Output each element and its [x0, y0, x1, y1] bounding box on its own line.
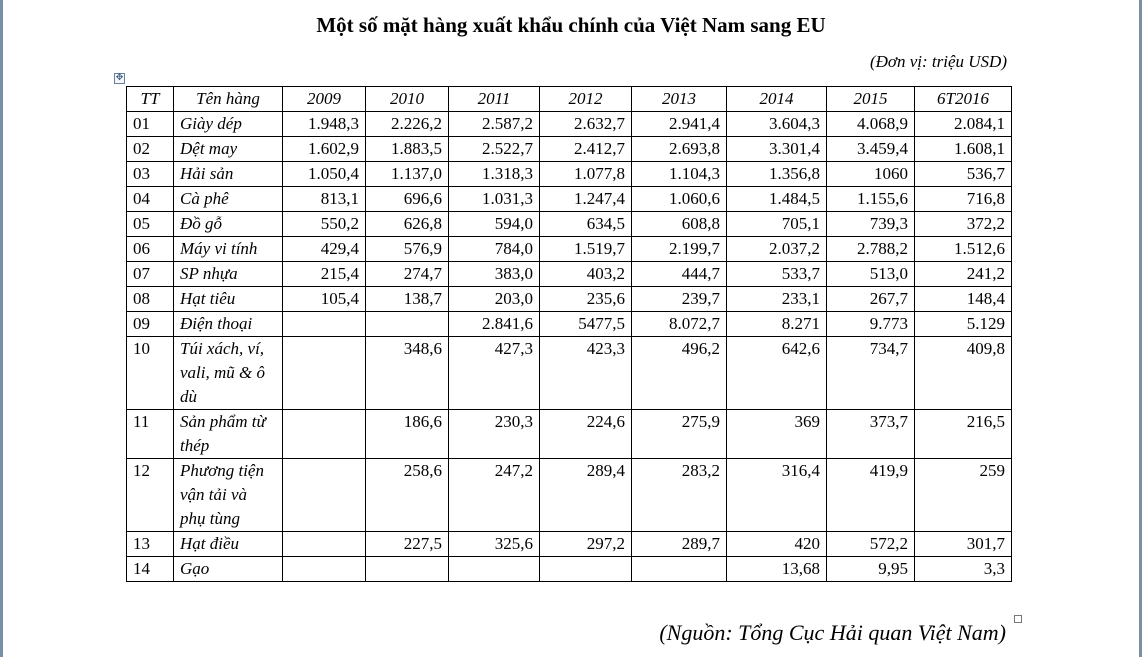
header-cell: Tên hàng — [174, 87, 283, 112]
value-cell: 1.484,5 — [727, 187, 827, 212]
table-row — [127, 187, 1012, 212]
value-cell: 9.773 — [827, 312, 915, 337]
value-cell: 1.356,8 — [727, 162, 827, 187]
value-cell: 429,4 — [283, 237, 366, 262]
value-cell: 594,0 — [449, 212, 540, 237]
product-name-cell: Cà phê — [174, 187, 283, 212]
value-cell: 148,4 — [915, 287, 1012, 312]
value-cell — [283, 557, 366, 582]
table-row — [127, 312, 1012, 337]
table-header-row — [127, 87, 1012, 112]
value-cell: 1.050,4 — [283, 162, 366, 187]
value-cell: 1.247,4 — [540, 187, 632, 212]
product-name-cell: Hải sản — [174, 162, 283, 187]
table-row — [127, 459, 1012, 532]
value-cell: 105,4 — [283, 287, 366, 312]
product-name-cell: SP nhựa — [174, 262, 283, 287]
value-cell — [283, 410, 366, 459]
table-row — [127, 557, 1012, 582]
value-cell: 216,5 — [915, 410, 1012, 459]
value-cell: 239,7 — [632, 287, 727, 312]
value-cell: 274,7 — [366, 262, 449, 287]
row-number-cell: 04 — [127, 187, 174, 212]
value-cell: 533,7 — [727, 262, 827, 287]
header-cell: TT — [127, 87, 174, 112]
value-cell: 419,9 — [827, 459, 915, 532]
table-row — [127, 112, 1012, 137]
value-cell: 409,8 — [915, 337, 1012, 410]
value-cell: 230,3 — [449, 410, 540, 459]
value-cell: 1.948,3 — [283, 112, 366, 137]
value-cell: 705,1 — [727, 212, 827, 237]
header-cell: 2012 — [540, 87, 632, 112]
value-cell: 283,2 — [632, 459, 727, 532]
value-cell: 696,6 — [366, 187, 449, 212]
row-number-cell: 12 — [127, 459, 174, 532]
value-cell: 642,6 — [727, 337, 827, 410]
header-cell: 2011 — [449, 87, 540, 112]
value-cell: 2.412,7 — [540, 137, 632, 162]
value-cell: 186,6 — [366, 410, 449, 459]
value-cell — [283, 532, 366, 557]
value-cell: 739,3 — [827, 212, 915, 237]
value-cell: 203,0 — [449, 287, 540, 312]
value-cell: 8.271 — [727, 312, 827, 337]
row-number-cell: 13 — [127, 532, 174, 557]
value-cell: 513,0 — [827, 262, 915, 287]
product-name-cell: Máy vi tính — [174, 237, 283, 262]
value-cell: 138,7 — [366, 287, 449, 312]
row-number-cell: 05 — [127, 212, 174, 237]
product-name-cell: Gạo — [174, 557, 283, 582]
value-cell: 2.788,2 — [827, 237, 915, 262]
table-row — [127, 212, 1012, 237]
value-cell: 289,4 — [540, 459, 632, 532]
value-cell — [449, 557, 540, 582]
value-cell: 536,7 — [915, 162, 1012, 187]
value-cell: 8.072,7 — [632, 312, 727, 337]
value-cell: 576,9 — [366, 237, 449, 262]
value-cell: 403,2 — [540, 262, 632, 287]
value-cell: 2.587,2 — [449, 112, 540, 137]
value-cell: 5.129 — [915, 312, 1012, 337]
value-cell: 427,3 — [449, 337, 540, 410]
product-name-cell: Hạt điều — [174, 532, 283, 557]
table-resize-handle[interactable] — [1014, 615, 1022, 623]
value-cell: 215,4 — [283, 262, 366, 287]
value-cell — [366, 312, 449, 337]
value-cell: 634,5 — [540, 212, 632, 237]
value-cell: 716,8 — [915, 187, 1012, 212]
value-cell: 1.883,5 — [366, 137, 449, 162]
row-number-cell: 06 — [127, 237, 174, 262]
value-cell: 608,8 — [632, 212, 727, 237]
row-number-cell: 08 — [127, 287, 174, 312]
value-cell: 4.068,9 — [827, 112, 915, 137]
value-cell: 420 — [727, 532, 827, 557]
value-cell — [283, 337, 366, 410]
table-row — [127, 237, 1012, 262]
table-row — [127, 410, 1012, 459]
value-cell: 1.512,6 — [915, 237, 1012, 262]
value-cell: 13,68 — [727, 557, 827, 582]
value-cell: 1.155,6 — [827, 187, 915, 212]
value-cell: 289,7 — [632, 532, 727, 557]
value-cell: 369 — [727, 410, 827, 459]
value-cell: 2.632,7 — [540, 112, 632, 137]
value-cell: 423,3 — [540, 337, 632, 410]
value-cell — [283, 459, 366, 532]
product-name-cell: Phương tiện vận tải và phụ tùng — [174, 459, 283, 532]
product-name-cell: Đồ gỗ — [174, 212, 283, 237]
product-name-cell: Hạt tiêu — [174, 287, 283, 312]
window-left-border — [0, 0, 3, 657]
table-row — [127, 532, 1012, 557]
value-cell: 1.137,0 — [366, 162, 449, 187]
value-cell: 227,5 — [366, 532, 449, 557]
value-cell: 2.084,1 — [915, 112, 1012, 137]
value-cell — [366, 557, 449, 582]
value-cell: 3.301,4 — [727, 137, 827, 162]
row-number-cell: 11 — [127, 410, 174, 459]
table-body — [127, 112, 1012, 582]
value-cell: 1.519,7 — [540, 237, 632, 262]
value-cell: 224,6 — [540, 410, 632, 459]
header-cell: 2010 — [366, 87, 449, 112]
value-cell: 444,7 — [632, 262, 727, 287]
document-title: Một số mặt hàng xuất khẩu chính của Việt Nam sang EU — [316, 13, 826, 37]
value-cell: 373,7 — [827, 410, 915, 459]
value-cell: 1.318,3 — [449, 162, 540, 187]
value-cell: 2.522,7 — [449, 137, 540, 162]
value-cell: 383,0 — [449, 262, 540, 287]
table-row — [127, 287, 1012, 312]
value-cell: 3.459,4 — [827, 137, 915, 162]
unit-note: (Đơn vị: triệu USD) — [869, 52, 1007, 71]
move-cross-icon[interactable]: ✥ — [115, 73, 124, 83]
value-cell: 2.841,6 — [449, 312, 540, 337]
value-cell: 235,6 — [540, 287, 632, 312]
value-cell: 2.037,2 — [727, 237, 827, 262]
value-cell: 316,4 — [727, 459, 827, 532]
header-cell: 2014 — [727, 87, 827, 112]
value-cell: 325,6 — [449, 532, 540, 557]
value-cell: 5477,5 — [540, 312, 632, 337]
value-cell: 301,7 — [915, 532, 1012, 557]
value-cell — [540, 557, 632, 582]
product-name-cell: Túi xách, ví, vali, mũ & ô dù — [174, 337, 283, 410]
value-cell: 2.199,7 — [632, 237, 727, 262]
table-row — [127, 262, 1012, 287]
value-cell: 258,6 — [366, 459, 449, 532]
value-cell: 1.608,1 — [915, 137, 1012, 162]
product-name-cell: Điện thoại — [174, 312, 283, 337]
row-number-cell: 14 — [127, 557, 174, 582]
value-cell: 297,2 — [540, 532, 632, 557]
row-number-cell: 01 — [127, 112, 174, 137]
row-number-cell: 02 — [127, 137, 174, 162]
header-cell: 2013 — [632, 87, 727, 112]
row-number-cell: 03 — [127, 162, 174, 187]
value-cell: 1.060,6 — [632, 187, 727, 212]
row-number-cell: 09 — [127, 312, 174, 337]
value-cell: 550,2 — [283, 212, 366, 237]
product-name-cell: Dệt may — [174, 137, 283, 162]
value-cell: 241,2 — [915, 262, 1012, 287]
table-row — [127, 337, 1012, 410]
value-cell: 348,6 — [366, 337, 449, 410]
value-cell: 1.077,8 — [540, 162, 632, 187]
value-cell: 572,2 — [827, 532, 915, 557]
value-cell — [283, 312, 366, 337]
row-number-cell: 07 — [127, 262, 174, 287]
table-row — [127, 137, 1012, 162]
header-cell: 2015 — [827, 87, 915, 112]
value-cell: 1.031,3 — [449, 187, 540, 212]
source-note: (Nguồn: Tổng Cục Hải quan Việt Nam) — [659, 620, 1006, 645]
value-cell: 3,3 — [915, 557, 1012, 582]
value-cell: 9,95 — [827, 557, 915, 582]
value-cell: 784,0 — [449, 237, 540, 262]
value-cell: 2.941,4 — [632, 112, 727, 137]
value-cell: 3.604,3 — [727, 112, 827, 137]
row-number-cell: 10 — [127, 337, 174, 410]
value-cell: 233,1 — [727, 287, 827, 312]
value-cell: 1060 — [827, 162, 915, 187]
value-cell: 372,2 — [915, 212, 1012, 237]
table-row — [127, 162, 1012, 187]
header-cell: 2009 — [283, 87, 366, 112]
value-cell: 275,9 — [632, 410, 727, 459]
product-name-cell: Sản phẩm từ thép — [174, 410, 283, 459]
value-cell: 734,7 — [827, 337, 915, 410]
value-cell: 259 — [915, 459, 1012, 532]
value-cell: 1.602,9 — [283, 137, 366, 162]
value-cell: 813,1 — [283, 187, 366, 212]
value-cell — [632, 557, 727, 582]
value-cell: 2.226,2 — [366, 112, 449, 137]
export-table — [126, 86, 1012, 582]
value-cell: 2.693,8 — [632, 137, 727, 162]
product-name-cell: Giày dép — [174, 112, 283, 137]
value-cell: 247,2 — [449, 459, 540, 532]
value-cell: 267,7 — [827, 287, 915, 312]
value-cell: 626,8 — [366, 212, 449, 237]
value-cell: 496,2 — [632, 337, 727, 410]
header-cell: 6T2016 — [915, 87, 1012, 112]
value-cell: 1.104,3 — [632, 162, 727, 187]
